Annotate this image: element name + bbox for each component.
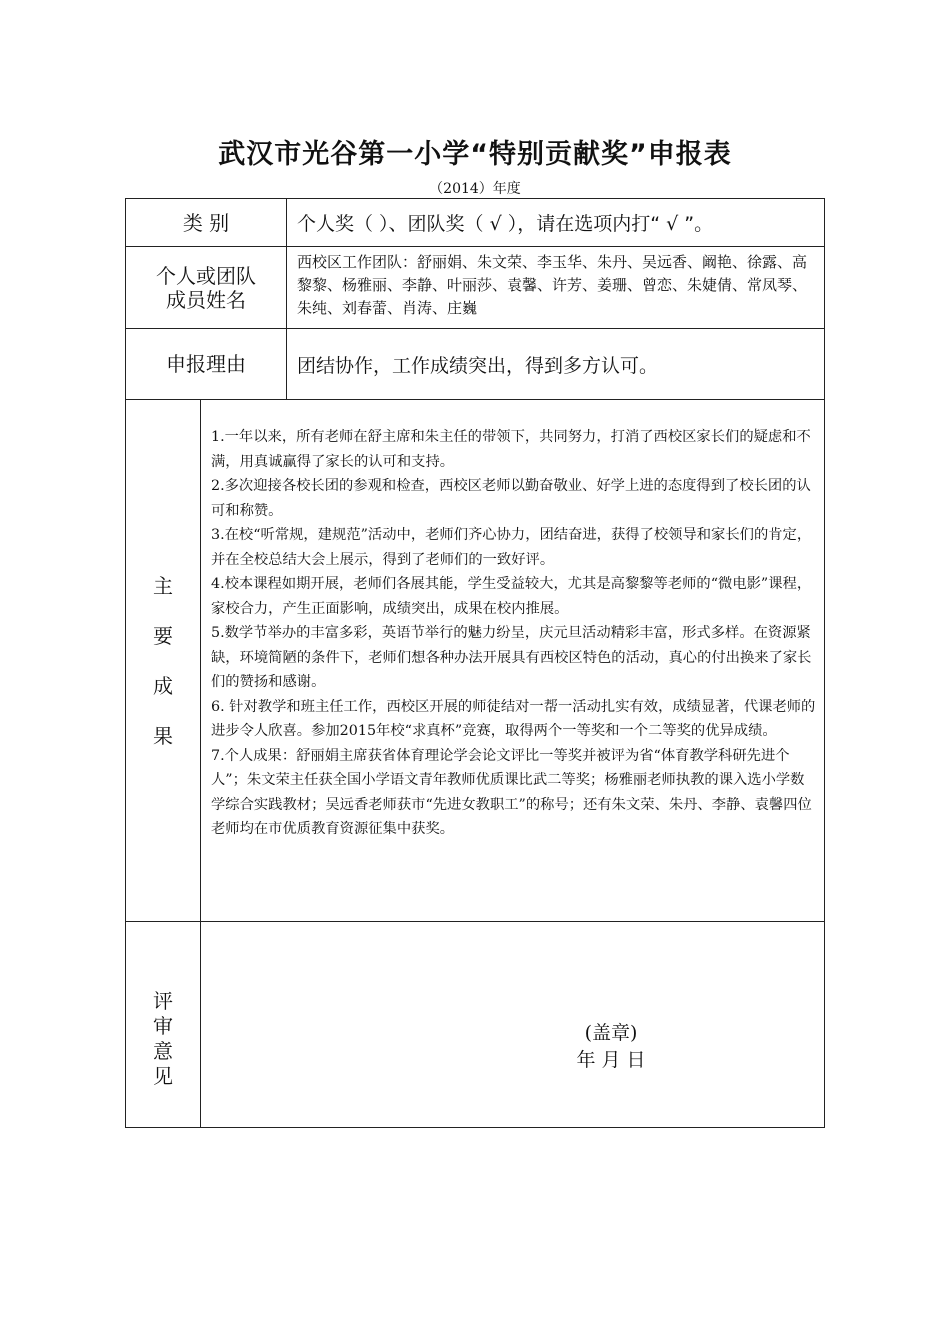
achievements-label-char: 成	[153, 673, 173, 698]
seal-text: (盖章)	[584, 1022, 638, 1044]
achievement-item: 3.在校“听常规，建规范”活动中，老师们齐心协力，团结奋进，获得了校领导和家长们的肯定，并在全校总结大会上展示，得到了老师们的一致好评。	[211, 527, 812, 568]
achievements-list	[201, 400, 824, 921]
names-label-line1: 个人或团队	[156, 263, 256, 288]
review-label-char: 评	[153, 988, 173, 1013]
review-label-char: 审	[153, 1013, 173, 1038]
reason-label: 申报理由	[166, 352, 246, 376]
achievements-label	[126, 400, 200, 921]
application-table	[125, 198, 825, 1128]
achievement-item: 4.校本课程如期开展，老师们各展其能，学生受益较大，尤其是高黎黎等老师的“微电影”课程，家校合力，产生正面影响，成绩突出，成果在校内推展。	[211, 576, 812, 617]
achievement-item: 7.个人成果：舒丽娟主席获省体育理论学会论文评比一等奖并被评为省“体育教学科研先进个人”；朱文荣主任获全国小学语文青年教师优质课比武二等奖；杨雅丽老师执教的课入选小学数学综合实践教材；吴远香老师获市“先进女教职工”的称号；还有朱文荣、朱丹、李静、袁馨四位老师均在市优质教育资源征集中获奖。	[211, 747, 812, 837]
names-label	[126, 247, 286, 328]
achievements-label-char: 果	[153, 723, 173, 748]
achievement-item: 5.数学节举办的丰富多彩，英语节举行的魅力纷呈，庆元旦活动精彩丰富，形式多样。在资源紧缺，环境简陋的条件下，老师们想各种办法开展具有西校区特色的活动，真心的付出换来了家长们的赞扬和感谢。	[211, 625, 812, 690]
category-label: 类 别	[182, 210, 230, 235]
review-label-char: 意	[153, 1038, 173, 1063]
review-date: 年 月 日	[576, 1049, 646, 1071]
review-label-char: 见	[153, 1063, 173, 1088]
achievements-label-char: 主	[153, 573, 173, 598]
reason-value: 团结协作，工作成绩突出，得到多方认可。	[297, 354, 659, 377]
achievements-label-char: 要	[153, 623, 173, 648]
team-members: 西校区工作团队：舒丽娟、朱文荣、李玉华、朱丹、吴远香、阚艳、徐露、高黎黎、杨雅丽、李静、叶丽莎、袁馨、许芳、姜珊、曾恋、朱婕倩、常凤琴、朱纯、刘春蕾、肖涛、庄巍	[297, 253, 808, 317]
form-title: 武汉市光谷第一小学“特别贡献奖”申报表	[218, 139, 732, 170]
category-value: 个人奖（ ）、团队奖（ √ ），请在选项内打“ √ ”。	[297, 213, 714, 235]
names-label-line2: 成员姓名	[166, 287, 246, 312]
achievement-item: 1.一年以来，所有老师在舒主席和朱主任的带领下，共同努力，打消了西校区家长们的疑虑和不满，用真诚赢得了家长的认可和支持。	[211, 429, 811, 470]
form-year: （2014）年度	[429, 181, 521, 197]
review-label	[126, 922, 200, 1127]
achievement-item: 6. 针对教学和班主任工作，西校区开展的师徒结对一帮一活动扎实有效，成绩显著，代课老师的进步令人欣喜。参加2015年校“求真杯”竞赛，取得两个一等奖和一个二等奖的优异成绩。	[211, 698, 816, 739]
review-area	[201, 922, 824, 1127]
achievement-item: 2.多次迎接各校长团的参观和检查，西校区老师以勤奋敬业、好学上进的态度得到了校长团的认可和称赞。	[211, 478, 811, 519]
